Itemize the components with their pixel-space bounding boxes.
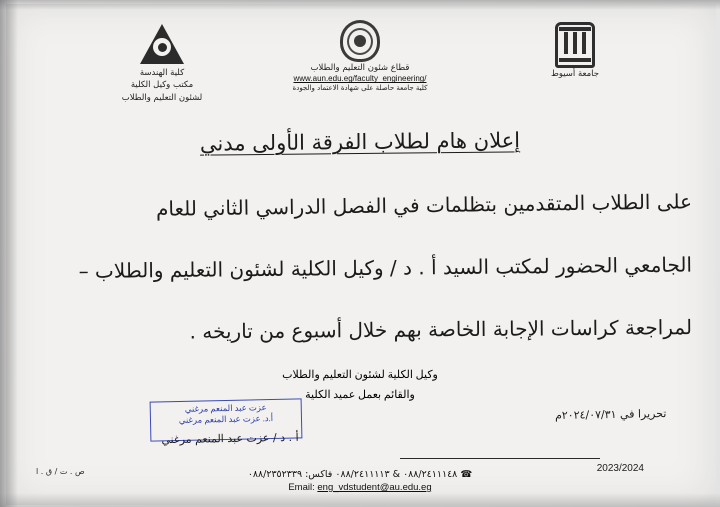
page-shadow-bottom [0,493,720,507]
footer-divider [400,458,600,459]
issue-date [555,407,667,422]
footer-contact-numbers: ☎ ٠٨٨/٢٤١١١٤٨ & ٠٨٨/٢٤١١١١٣ فاكس: ٠٨٨/٢٣٥٢٣٣٩ [247,469,473,480]
sector-name: قطاع شئون التعليم والطلاب [310,63,410,73]
stamp-line-1: عزت عبد المنعم مرغني [184,402,267,414]
stamp-line-2: أ.د. عزت عبد المنعم مرغني [178,413,274,426]
announcement-title-text: إعلان هام لطلاب الفرقة الأولى مدني [199,128,521,156]
faculty-name: كلية الهندسة [139,68,185,78]
page-shadow-top [0,0,720,10]
accreditation-note: كلية جامعة حاصلة على شهادة الاعتماد والجودة [292,84,428,93]
footer-reference-code: ص . ت / ق . ا [36,467,85,476]
university-name: جامعة أسيوط [550,69,600,79]
assiut-university-logo-icon [555,22,595,68]
signature-title-line-2: والقائم بعمل عميد الكلية [305,389,415,401]
footer-email-address[interactable]: eng_vdstudent@au.edu.eg [317,482,432,493]
body-line-2: الجامعي الحضور لمكتب السيد أ . د / وكيل الكلية لشئون التعليم والطلاب – [78,252,693,283]
body-line-1: على الطلاب المتقدمين بتظلمات في الفصل الدراسي الثاني للعام [155,189,693,221]
issue-date-label: تحريرا في [619,407,667,421]
office-name: مكتب وكيل الكلية [130,80,194,91]
body-line-3: لمراجعة كراسات الإجابة الخاصة بهم خلال أسبوع من تاريخه . [189,315,693,344]
footer-email[interactable] [0,482,720,493]
signature-title-line-1: وكيل الكلية لشئون التعليم والطلاب [282,369,438,381]
footer-email-label: Email: [288,482,315,493]
header-faculty-block [92,24,232,104]
header-university-block [500,22,650,80]
signatory-name: أ . د / عزت عبد المنعم مرغني [161,430,299,447]
engineering-faculty-logo-icon [140,24,184,64]
issue-date-value: ٢٠٢٤/٠٧/٣١م [554,407,617,422]
academic-year: 2023/2024 [596,463,644,474]
quality-assurance-seal-icon [340,20,380,62]
faculty-website-link[interactable]: www.aun.edu.eg/faculty_engineering/ [293,74,427,84]
office-department: لشئون التعليم والطلاب [121,92,203,103]
header-sector-block [250,20,470,93]
document-footer [0,469,720,493]
document-header [0,14,720,102]
